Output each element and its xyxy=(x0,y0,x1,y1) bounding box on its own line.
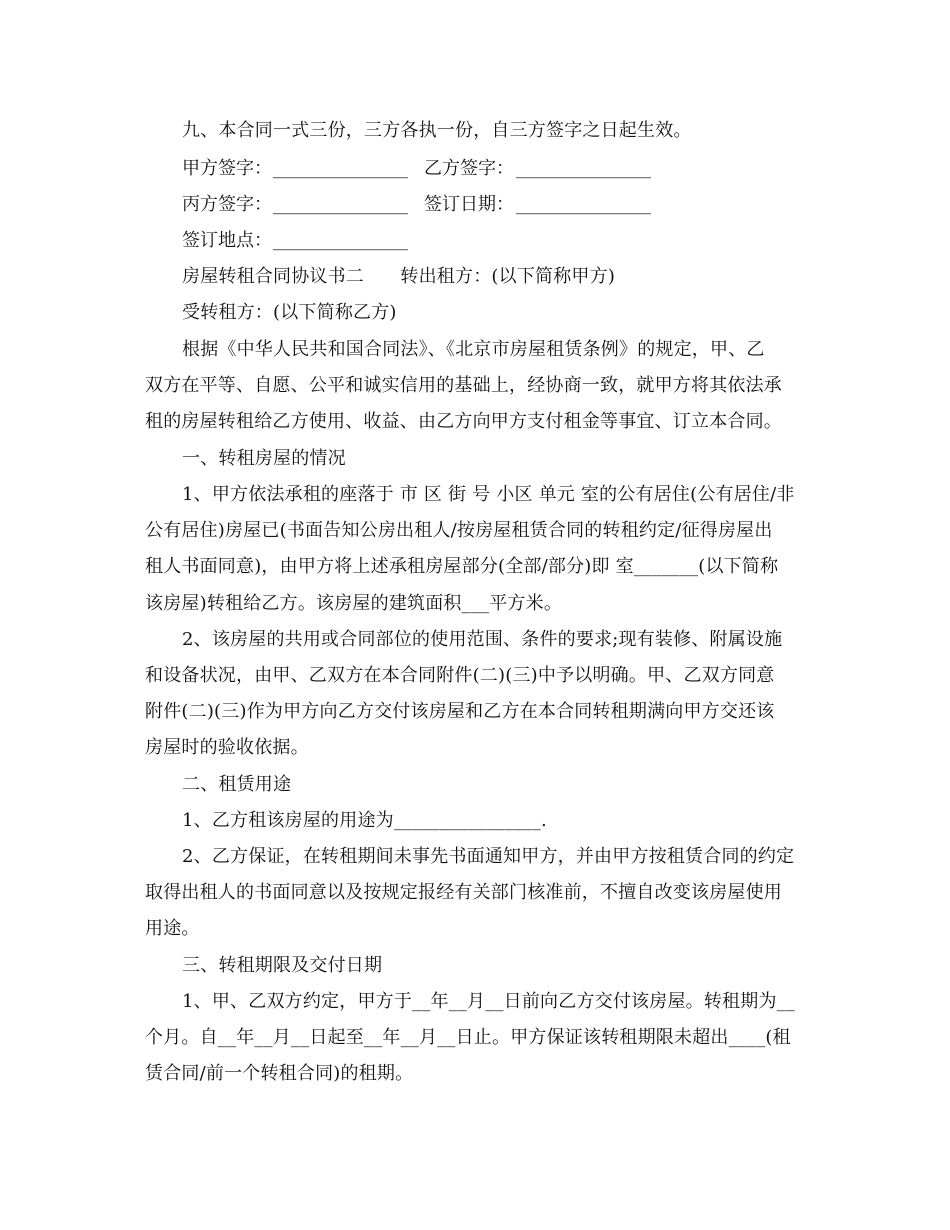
sign-date-blank: _______________ xyxy=(516,194,651,215)
paragraph-line: 租人书面同意)，由甲方将上述承租房屋部分(全部/部分)即 室_______(以下简称 xyxy=(145,556,779,577)
paragraph-line: 赁合同/前一个转租合同)的租期。 xyxy=(145,1063,414,1084)
paragraph-line: 房屋时的验收依据。 xyxy=(145,737,309,758)
sign-place-label: 签订地点： xyxy=(182,230,272,251)
party-c-signature-blank: _______________ xyxy=(273,194,408,215)
party-a-signature-label: 甲方签字： xyxy=(182,158,272,179)
preamble-line: 根据《中华人民共和国合同法》、《北京市房屋租赁条例》的规定，甲、乙 xyxy=(182,339,765,360)
section-heading: 二、租赁用途 xyxy=(182,774,292,795)
paragraph-line: 2、乙方保证，在转租期间未事先书面通知甲方，并由甲方按租赁合同的约定 xyxy=(182,846,795,867)
section-heading: 三、转租期限及交付日期 xyxy=(182,955,383,976)
party-c-signature-label: 丙方签字： xyxy=(182,194,272,215)
paragraph-line: 2、该房屋的共用或合同部位的使用范围、条件的要求;现有装修、附属设施 xyxy=(182,629,783,650)
party-b-signature-blank: _______________ xyxy=(516,158,651,179)
clause-nine: 九、本合同一式三份，三方各执一份，自三方签字之日起生效。 xyxy=(182,120,692,141)
paragraph-line: 1、甲、乙双方约定，甲方于__年__月__日前向乙方交付该房屋。转租期为__ xyxy=(182,991,796,1012)
section-heading: 一、转租房屋的情况 xyxy=(182,448,346,469)
paragraph-line: 1、甲方依法承租的座落于 市 区 街 号 小区 单元 室的公有居住(公有居住/非 xyxy=(182,484,795,505)
paragraph-line: 附件(二)(三)作为甲方向乙方交付该房屋和乙方在本合同转租期满向甲方交还该 xyxy=(145,701,775,722)
paragraph-line: 公有居住)房屋已(书面告知公房出租人/按房屋租赁合同的转租约定/征得房屋出 xyxy=(145,520,773,541)
paragraph-line: 该房屋)转租给乙方。该房屋的建筑面积___平方米。 xyxy=(145,593,563,614)
paragraph-line: 取得出租人的书面同意以及按规定报经有关部门核准前，不擅自改变该房屋使用 xyxy=(145,882,782,903)
paragraph-line: 和设备状况，由甲、乙双方在本合同附件(二)(三)中予以明确。甲、乙双方同意 xyxy=(145,665,775,686)
paragraph-line: 个月。自__年__月__日起至__年__月__日止。甲方保证该转租期限未超出____(租 xyxy=(145,1027,791,1048)
sign-place-blank: _______________ xyxy=(273,230,408,251)
contract-title-line: 房屋转租合同协议书二 转出租方：(以下简称甲方) xyxy=(182,266,616,287)
preamble-line: 租的房屋转租给乙方使用、收益、由乙方向甲方支付租金等事宜、订立本合同。 xyxy=(145,411,782,432)
paragraph-line: 用途。 xyxy=(145,918,200,939)
paragraph-line: 1、乙方租该房屋的用途为________________. xyxy=(182,810,547,831)
party-a-signature-blank: _______________ xyxy=(273,158,408,179)
lessee-line: 受转租方：(以下简称乙方) xyxy=(182,302,397,323)
preamble-line: 双方在平等、自愿、公平和诚实信用的基础上，经协商一致，就甲方将其依法承 xyxy=(145,375,782,396)
sign-date-label: 签订日期： xyxy=(424,194,514,215)
party-b-signature-label: 乙方签字： xyxy=(424,158,514,179)
